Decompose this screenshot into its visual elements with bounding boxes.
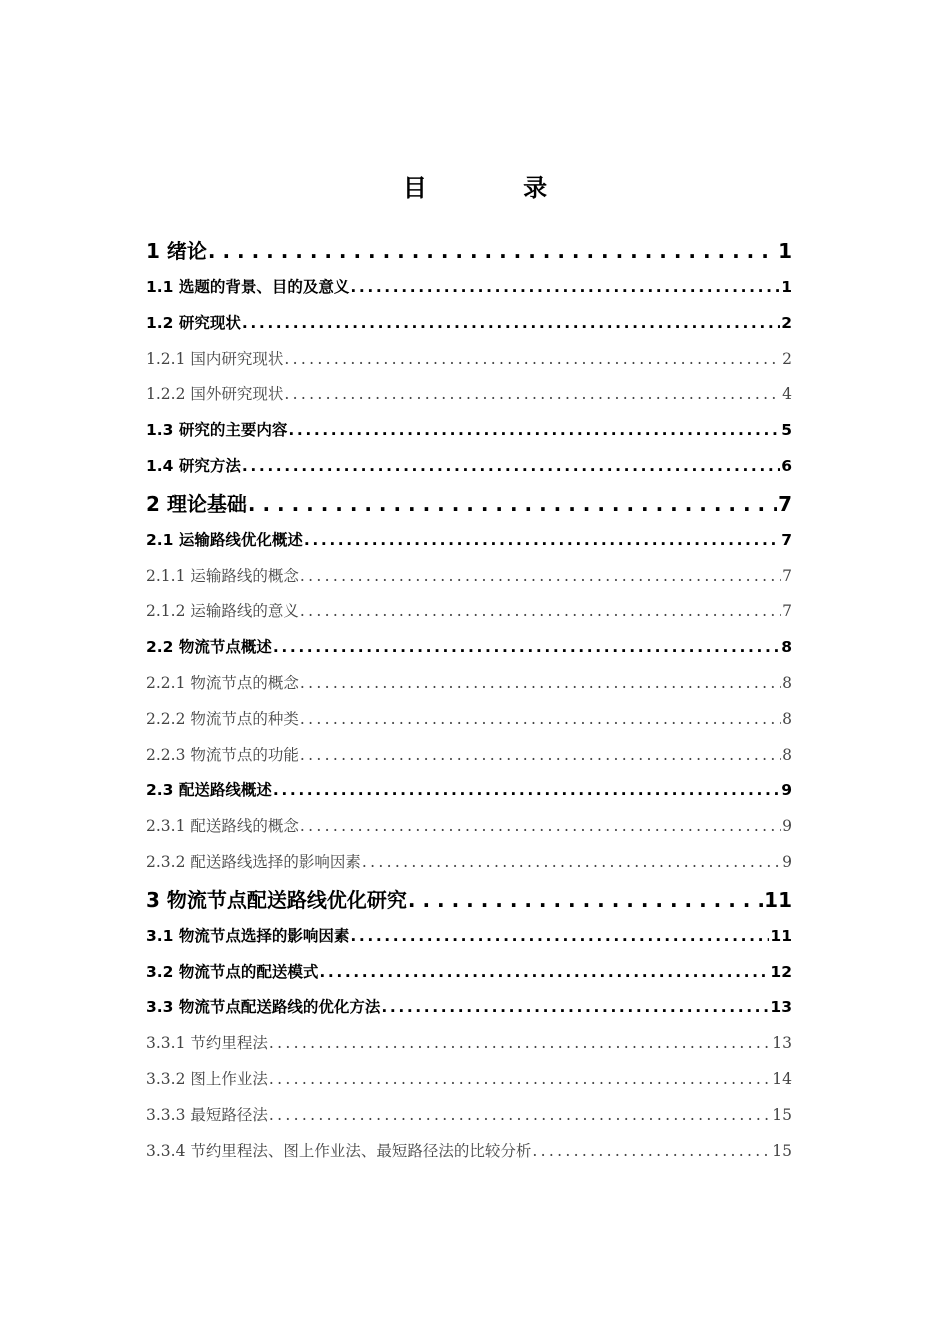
toc-leader-dots <box>350 270 780 306</box>
toc-leader-dots <box>242 306 780 342</box>
toc-leader-dots <box>532 1134 771 1170</box>
toc-entry-page-number: 8 <box>782 709 792 728</box>
toc-entry[interactable] <box>146 666 792 702</box>
toc-entry[interactable] <box>146 809 792 845</box>
toc-leader-dots <box>350 919 769 955</box>
toc-entry-page-number: 7 <box>778 491 792 516</box>
toc-leader-dots <box>284 342 781 378</box>
toc-leader-dots <box>362 845 781 881</box>
toc-entry-label: 2.2.3 物流节点的功能 <box>146 745 299 764</box>
toc-entry-label: 3.3 物流节点配送路线的优化方法 <box>146 998 381 1017</box>
toc-entry[interactable] <box>146 1062 792 1098</box>
toc-entry-page-number: 9 <box>781 781 792 800</box>
toc-entry[interactable] <box>146 919 792 955</box>
toc-entry[interactable] <box>146 990 792 1026</box>
toc-entry[interactable] <box>146 738 792 774</box>
toc-entry-label: 2.1.2 运输路线的意义 <box>146 602 299 621</box>
page-title: 目 录 <box>402 174 592 202</box>
toc-leader-dots <box>300 666 781 702</box>
toc-entry[interactable] <box>146 413 792 449</box>
toc-entry-page-number: 8 <box>782 673 792 692</box>
toc-entry[interactable] <box>146 342 792 378</box>
toc-leader-dots <box>300 809 781 845</box>
toc-leader-dots <box>319 955 769 991</box>
toc-entry-label: 2.2.2 物流节点的种类 <box>146 709 299 728</box>
toc-leader-dots <box>269 1098 771 1134</box>
toc-entry-page-number: 2 <box>782 349 792 368</box>
toc-entry-page-number: 7 <box>782 602 792 621</box>
toc-leader-dots <box>248 485 777 523</box>
toc-leader-dots <box>408 881 763 919</box>
toc-entry-page-number: 11 <box>770 926 792 945</box>
toc-entry-label: 2.2 物流节点概述 <box>146 638 272 657</box>
toc-entry-page-number: 14 <box>772 1069 792 1088</box>
toc-leader-dots <box>284 377 781 413</box>
toc-entry[interactable] <box>146 1026 792 1062</box>
toc-entry[interactable] <box>146 232 792 270</box>
toc-leader-dots <box>288 413 780 449</box>
toc-entry[interactable] <box>146 955 792 991</box>
toc-entry-label: 3.3.1 节约里程法 <box>146 1034 268 1053</box>
toc-entry[interactable] <box>146 702 792 738</box>
toc-entry-label: 2 理论基础 <box>146 491 247 516</box>
toc-entry-page-number: 4 <box>782 385 792 404</box>
toc-entry-page-number: 11 <box>764 887 792 912</box>
toc-entry-label: 3.1 物流节点选择的影响因素 <box>146 926 350 945</box>
toc-entry-label: 3.2 物流节点的配送模式 <box>146 962 319 981</box>
toc-leader-dots <box>300 594 781 630</box>
toc-entry-label: 3.3.4 节约里程法、图上作业法、最短路径法的比较分析 <box>146 1141 532 1160</box>
toc-leader-dots <box>269 1026 771 1062</box>
toc-leader-dots <box>269 1062 771 1098</box>
toc-entry-label: 3.3.2 图上作业法 <box>146 1069 268 1088</box>
toc-entry-label: 3.3.3 最短路径法 <box>146 1105 268 1124</box>
toc-entry[interactable] <box>146 306 792 342</box>
toc-entry-label: 3 物流节点配送路线优化研究 <box>146 887 407 912</box>
toc-entry[interactable] <box>146 523 792 559</box>
toc-entry-label: 2.3.1 配送路线的概念 <box>146 817 299 836</box>
toc-leader-dots <box>300 702 781 738</box>
toc-entry-label: 1.2 研究现状 <box>146 313 241 332</box>
toc-leader-dots <box>300 738 781 774</box>
toc-entry-page-number: 7 <box>782 566 792 585</box>
toc-entry[interactable] <box>146 630 792 666</box>
toc-entry-page-number: 9 <box>782 852 792 871</box>
toc-entry-label: 2.1.1 运输路线的概念 <box>146 566 299 585</box>
toc-entry[interactable] <box>146 485 792 523</box>
toc-entry-page-number: 6 <box>781 456 792 475</box>
toc-leader-dots <box>208 232 777 270</box>
toc-entry-page-number: 7 <box>781 530 792 549</box>
toc-entry[interactable] <box>146 773 792 809</box>
toc-entry-page-number: 8 <box>782 745 792 764</box>
toc-entry-page-number: 5 <box>781 421 792 440</box>
toc-leader-dots <box>300 559 781 595</box>
toc-entry-page-number: 2 <box>781 313 792 332</box>
toc-leader-dots <box>242 449 780 485</box>
toc-entry-label: 1.4 研究方法 <box>146 456 241 475</box>
toc-entry-label: 1.2.1 国内研究现状 <box>146 349 284 368</box>
toc-entry[interactable] <box>146 1098 792 1134</box>
toc-entry-label: 1.2.2 国外研究现状 <box>146 385 284 404</box>
toc-entry[interactable] <box>146 559 792 595</box>
toc-entry-page-number: 12 <box>770 962 792 981</box>
toc-leader-dots <box>273 630 780 666</box>
toc-entry-page-number: 13 <box>772 1034 792 1053</box>
toc-leader-dots <box>273 773 780 809</box>
toc-entry[interactable] <box>146 845 792 881</box>
toc-leader-dots <box>381 990 769 1026</box>
toc-entry-page-number: 1 <box>778 239 792 263</box>
toc-entry-label: 2.2.1 物流节点的概念 <box>146 673 299 692</box>
toc-entry-page-number: 9 <box>782 817 792 836</box>
toc-entry-label: 2.1 运输路线优化概述 <box>146 530 303 549</box>
toc-entry[interactable] <box>146 881 792 919</box>
toc-entry-label: 1 绪论 <box>146 239 207 263</box>
toc-entry-label: 2.3 配送路线概述 <box>146 781 272 800</box>
toc-entry[interactable] <box>146 270 792 306</box>
toc-entry-label: 1.1 选题的背景、目的及意义 <box>146 278 350 296</box>
toc-entry-label: 1.3 研究的主要内容 <box>146 421 288 440</box>
toc-entry-page-number: 13 <box>770 998 792 1017</box>
toc-entry[interactable] <box>146 594 792 630</box>
toc-entry-page-number: 15 <box>772 1105 792 1124</box>
table-of-contents <box>146 232 792 1169</box>
toc-leader-dots <box>304 523 780 559</box>
toc-entry[interactable] <box>146 377 792 413</box>
toc-entry-page-number: 8 <box>781 638 792 657</box>
toc-entry[interactable] <box>146 449 792 485</box>
toc-entry[interactable] <box>146 1134 792 1170</box>
toc-entry-label: 2.3.2 配送路线选择的影响因素 <box>146 852 361 871</box>
toc-entry-page-number: 1 <box>781 278 792 296</box>
toc-entry-page-number: 15 <box>772 1141 792 1160</box>
